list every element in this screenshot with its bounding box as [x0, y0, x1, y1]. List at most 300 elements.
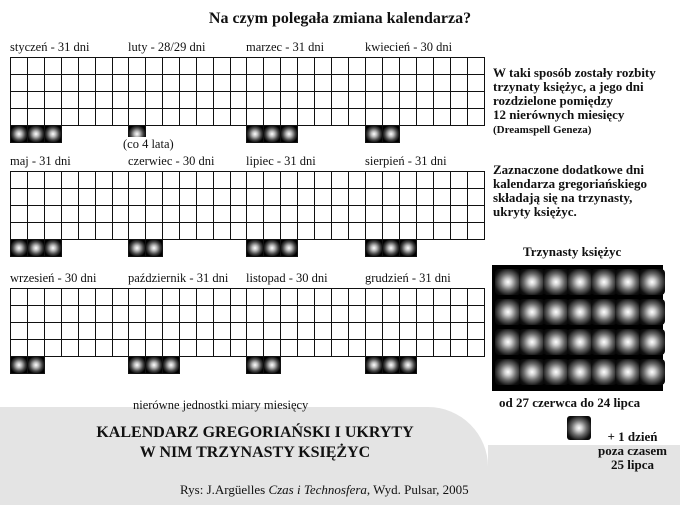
month-grid — [10, 288, 130, 374]
day-cell — [129, 340, 146, 357]
day-cell — [163, 58, 180, 75]
month-grid — [246, 57, 366, 143]
day-cell — [180, 58, 197, 75]
day-cell — [349, 109, 366, 126]
day-cell — [197, 172, 214, 189]
day-cell — [281, 289, 298, 306]
explanation-1-line-2: trzynaty księżyc, a jego dni — [493, 79, 644, 94]
day-cell — [163, 92, 180, 109]
day-cell — [62, 206, 79, 223]
day-cell — [79, 92, 96, 109]
month-label: wrzesień - 30 dni — [10, 271, 97, 285]
extra-day-cell — [28, 357, 45, 374]
extra-day-cell — [45, 126, 62, 143]
day-cell — [28, 323, 45, 340]
explanation-2-line-2: kalendarza gregoriańskiego — [493, 176, 647, 191]
day-cell — [45, 75, 62, 92]
day-cell — [45, 109, 62, 126]
day-cell — [79, 340, 96, 357]
day-cell — [315, 172, 332, 189]
empty-cell — [298, 239, 315, 258]
day-cell — [417, 189, 434, 206]
day-cell — [451, 75, 468, 92]
day-cell — [281, 172, 298, 189]
day-cell — [349, 206, 366, 223]
day-cell — [400, 189, 417, 206]
figure-source — [180, 482, 469, 498]
month-grid — [128, 171, 248, 257]
day-cell — [298, 92, 315, 109]
day-cell — [332, 206, 349, 223]
day-cell — [417, 92, 434, 109]
empty-cell — [180, 356, 197, 375]
empty-cell — [332, 239, 349, 258]
calendar-heading — [0, 423, 510, 463]
day-cell — [468, 75, 485, 92]
empty-cell — [417, 239, 434, 258]
day-cell — [214, 109, 231, 126]
day-cell — [451, 58, 468, 75]
day-cell — [434, 92, 451, 109]
day-cell — [96, 306, 113, 323]
empty-cell — [180, 239, 197, 258]
day-cell — [11, 92, 28, 109]
day-cell — [214, 75, 231, 92]
day-cell — [349, 223, 366, 240]
day-cell — [383, 58, 400, 75]
day-cell — [79, 189, 96, 206]
day-cell — [247, 306, 264, 323]
empty-cell — [62, 125, 79, 144]
extra-day-cell — [264, 126, 281, 143]
moon-day-icon — [567, 359, 593, 385]
explanation-2-line-4: ukryty księżyc. — [493, 204, 577, 219]
day-cell — [45, 172, 62, 189]
month-label: grudzień - 31 dni — [365, 271, 451, 285]
day-cell — [298, 206, 315, 223]
day-cell — [434, 340, 451, 357]
moon-day-icon — [495, 329, 521, 355]
empty-cell — [214, 239, 231, 258]
day-cell — [383, 109, 400, 126]
thirteenth-moon-range: od 27 czerwca do 24 lipca — [499, 395, 641, 410]
day-cell — [434, 189, 451, 206]
day-cell — [383, 189, 400, 206]
empty-cell — [315, 239, 332, 258]
day-cell — [332, 323, 349, 340]
day-cell — [180, 92, 197, 109]
day-cell — [468, 340, 485, 357]
day-cell — [79, 323, 96, 340]
day-cell — [45, 306, 62, 323]
day-cell — [315, 92, 332, 109]
day-cell — [197, 323, 214, 340]
day-cell — [180, 189, 197, 206]
day-cell — [28, 58, 45, 75]
day-cell — [146, 223, 163, 240]
day-cell — [315, 75, 332, 92]
empty-cell — [96, 356, 113, 375]
day-cell — [468, 289, 485, 306]
moon-day-icon — [519, 329, 545, 355]
empty-cell — [281, 356, 298, 375]
day-cell — [247, 289, 264, 306]
empty-cell — [349, 125, 366, 144]
day-cell — [180, 340, 197, 357]
extra-day-cell — [281, 240, 298, 257]
day-cell — [247, 323, 264, 340]
day-cell — [417, 109, 434, 126]
extra-day-cell — [28, 240, 45, 257]
day-cell — [349, 92, 366, 109]
day-cell — [451, 340, 468, 357]
day-cell — [28, 340, 45, 357]
empty-cell — [96, 239, 113, 258]
day-cell — [400, 172, 417, 189]
extra-day-cell — [247, 126, 264, 143]
moon-day-icon — [639, 299, 665, 325]
day-cell — [366, 75, 383, 92]
day-cell — [281, 306, 298, 323]
day-cell — [129, 223, 146, 240]
day-cell — [400, 306, 417, 323]
day-cell — [434, 206, 451, 223]
day-cell — [264, 289, 281, 306]
day-cell — [366, 172, 383, 189]
moon-day-icon — [543, 359, 569, 385]
empty-cell — [315, 125, 332, 144]
day-cell — [28, 223, 45, 240]
moon-day-icon — [639, 359, 665, 385]
day-cell — [366, 223, 383, 240]
empty-cell — [468, 356, 485, 375]
day-cell — [468, 172, 485, 189]
month-label: maj - 31 dni — [10, 154, 71, 168]
day-cell — [79, 306, 96, 323]
day-cell — [180, 289, 197, 306]
empty-cell — [434, 356, 451, 375]
source-prefix: Rys: J.Argüelles — [180, 482, 269, 497]
moon-day-icon — [495, 269, 521, 295]
day-cell — [129, 189, 146, 206]
month-grid — [10, 57, 130, 143]
extra-day-cell — [11, 240, 28, 257]
day-cell — [281, 109, 298, 126]
extra-day-cell — [129, 357, 146, 374]
thirteenth-moon-title: Trzynasty księżyc — [523, 244, 622, 259]
day-cell — [264, 189, 281, 206]
day-cell — [180, 75, 197, 92]
day-cell — [315, 58, 332, 75]
day-cell — [62, 109, 79, 126]
explanation-text-1 — [493, 66, 656, 137]
day-cell — [366, 340, 383, 357]
day-cell — [349, 306, 366, 323]
day-cell — [332, 92, 349, 109]
day-cell — [197, 92, 214, 109]
day-cell — [163, 75, 180, 92]
day-cell — [180, 172, 197, 189]
day-cell — [180, 109, 197, 126]
day-cell — [366, 109, 383, 126]
empty-cell — [45, 356, 62, 375]
day-cell — [264, 109, 281, 126]
day-cell — [146, 58, 163, 75]
day-cell — [451, 323, 468, 340]
month-grid — [128, 57, 248, 143]
day-cell — [383, 340, 400, 357]
day-cell — [349, 289, 366, 306]
day-cell — [315, 109, 332, 126]
empty-cell — [79, 356, 96, 375]
extra-day-cell — [400, 240, 417, 257]
day-cell — [264, 306, 281, 323]
moon-day-icon — [519, 359, 545, 385]
extra-day-cell — [247, 240, 264, 257]
extra-day-line-3: 25 lipca — [611, 457, 654, 472]
day-cell — [247, 92, 264, 109]
day-cell — [247, 109, 264, 126]
day-cell — [28, 109, 45, 126]
day-cell — [332, 172, 349, 189]
day-cell — [383, 92, 400, 109]
day-cell — [332, 109, 349, 126]
day-cell — [129, 75, 146, 92]
day-cell — [349, 323, 366, 340]
day-cell — [383, 289, 400, 306]
day-cell — [417, 340, 434, 357]
moon-day-icon — [543, 269, 569, 295]
day-cell — [79, 223, 96, 240]
day-cell — [366, 58, 383, 75]
day-cell — [298, 172, 315, 189]
day-cell — [28, 289, 45, 306]
day-cell — [349, 75, 366, 92]
day-cell — [45, 92, 62, 109]
day-cell — [264, 340, 281, 357]
day-cell — [451, 306, 468, 323]
day-cell — [45, 289, 62, 306]
day-cell — [264, 223, 281, 240]
day-cell — [62, 189, 79, 206]
empty-cell — [349, 239, 366, 258]
empty-cell — [214, 356, 231, 375]
extra-day-cell — [383, 240, 400, 257]
empty-cell — [349, 356, 366, 375]
day-cell — [45, 58, 62, 75]
day-cell — [214, 223, 231, 240]
day-cell — [264, 58, 281, 75]
moon-day-icon — [495, 299, 521, 325]
month-grid — [365, 57, 485, 143]
day-cell — [332, 223, 349, 240]
empty-cell — [62, 239, 79, 258]
extra-day-cell — [366, 240, 383, 257]
empty-cell — [180, 125, 197, 144]
empty-cell — [315, 356, 332, 375]
day-cell — [163, 206, 180, 223]
day-cell — [264, 75, 281, 92]
day-cell — [451, 223, 468, 240]
empty-cell — [417, 356, 434, 375]
calendar-heading-line-1: KALENDARZ GREGORIAŃSKI I UKRYTY — [96, 424, 414, 441]
empty-cell — [96, 125, 113, 144]
day-cell — [298, 189, 315, 206]
day-cell — [468, 223, 485, 240]
day-cell — [11, 323, 28, 340]
day-cell — [214, 172, 231, 189]
day-cell — [11, 58, 28, 75]
day-cell — [11, 189, 28, 206]
day-cell — [383, 223, 400, 240]
day-cell — [383, 75, 400, 92]
moon-day-icon — [591, 299, 617, 325]
empty-cell — [62, 356, 79, 375]
moon-day-icon — [519, 299, 545, 325]
day-cell — [417, 206, 434, 223]
day-cell — [434, 58, 451, 75]
month-grid — [128, 288, 248, 374]
month-grid — [365, 288, 485, 374]
moon-day-icon — [615, 359, 641, 385]
day-cell — [146, 189, 163, 206]
day-cell — [96, 58, 113, 75]
extra-day-cell — [146, 240, 163, 257]
day-cell — [197, 306, 214, 323]
day-cell — [315, 223, 332, 240]
day-cell — [62, 172, 79, 189]
day-cell — [468, 306, 485, 323]
day-cell — [28, 306, 45, 323]
day-cell — [62, 92, 79, 109]
day-cell — [298, 306, 315, 323]
day-cell — [11, 340, 28, 357]
day-cell — [366, 323, 383, 340]
day-cell — [96, 109, 113, 126]
day-cell — [298, 109, 315, 126]
day-cell — [214, 289, 231, 306]
day-cell — [264, 206, 281, 223]
day-cell — [62, 58, 79, 75]
day-cell — [180, 206, 197, 223]
day-cell — [129, 58, 146, 75]
day-cell — [96, 172, 113, 189]
month-label: luty - 28/29 dni — [128, 40, 206, 54]
month-grid — [246, 288, 366, 374]
day-cell — [434, 109, 451, 126]
empty-cell — [451, 125, 468, 144]
day-cell — [214, 306, 231, 323]
day-cell — [79, 172, 96, 189]
day-cell — [349, 58, 366, 75]
moon-day-icon — [519, 269, 545, 295]
day-cell — [163, 109, 180, 126]
extra-day-line-1: + 1 dzień — [607, 429, 658, 444]
month-label: lipiec - 31 dni — [246, 154, 316, 168]
day-cell — [214, 206, 231, 223]
day-cell — [417, 289, 434, 306]
day-cell — [264, 92, 281, 109]
day-cell — [281, 223, 298, 240]
day-cell — [163, 172, 180, 189]
day-cell — [298, 340, 315, 357]
day-cell — [129, 109, 146, 126]
day-cell — [281, 206, 298, 223]
day-cell — [11, 306, 28, 323]
day-cell — [163, 323, 180, 340]
day-cell — [129, 206, 146, 223]
empty-cell — [400, 125, 417, 144]
day-cell — [247, 340, 264, 357]
source-title: Czas i Technosfera — [268, 482, 367, 497]
thirteenth-moon-grid — [492, 265, 663, 391]
day-cell — [146, 92, 163, 109]
empty-cell — [332, 356, 349, 375]
day-cell — [146, 289, 163, 306]
moon-day-icon — [591, 329, 617, 355]
day-cell — [298, 289, 315, 306]
day-cell — [197, 189, 214, 206]
day-cell — [28, 189, 45, 206]
empty-cell — [163, 239, 180, 258]
month-label: kwiecień - 30 dni — [365, 40, 453, 54]
day-cell — [451, 206, 468, 223]
moon-day-icon — [615, 299, 641, 325]
day-cell — [400, 289, 417, 306]
day-cell — [96, 289, 113, 306]
day-cell — [45, 206, 62, 223]
empty-cell — [197, 125, 214, 144]
day-cell — [45, 189, 62, 206]
calendar-heading-line-2: W NIM TRZYNASTY KSIĘŻYC — [139, 444, 371, 461]
moon-day-icon — [567, 299, 593, 325]
day-cell — [366, 289, 383, 306]
day-cell — [197, 75, 214, 92]
day-cell — [400, 58, 417, 75]
day-cell — [45, 340, 62, 357]
empty-cell — [332, 125, 349, 144]
day-cell — [315, 323, 332, 340]
day-cell — [400, 109, 417, 126]
extra-day-text — [585, 430, 680, 472]
leap-year-note: (co 4 lata) — [123, 137, 174, 151]
month-label: listopad - 30 dni — [246, 271, 328, 285]
moon-day-icon — [639, 269, 665, 295]
day-cell — [332, 289, 349, 306]
day-cell — [247, 206, 264, 223]
extra-day-cell — [129, 240, 146, 257]
day-cell — [146, 323, 163, 340]
day-cell — [281, 58, 298, 75]
source-suffix: , Wyd. Pulsar, 2005 — [366, 482, 469, 497]
moon-day-icon — [615, 329, 641, 355]
extra-day-cell — [400, 357, 417, 374]
day-cell — [163, 289, 180, 306]
day-cell — [468, 323, 485, 340]
day-cell — [332, 75, 349, 92]
moon-day-icon — [639, 329, 665, 355]
day-cell — [247, 75, 264, 92]
day-cell — [298, 323, 315, 340]
day-cell — [281, 340, 298, 357]
moon-day-icon — [495, 359, 521, 385]
explanation-1-source: (Dreamspell Geneza) — [493, 124, 592, 136]
day-cell — [298, 223, 315, 240]
extra-day-cell — [146, 357, 163, 374]
day-cell — [214, 340, 231, 357]
day-cell — [11, 206, 28, 223]
extra-day-cell — [366, 357, 383, 374]
